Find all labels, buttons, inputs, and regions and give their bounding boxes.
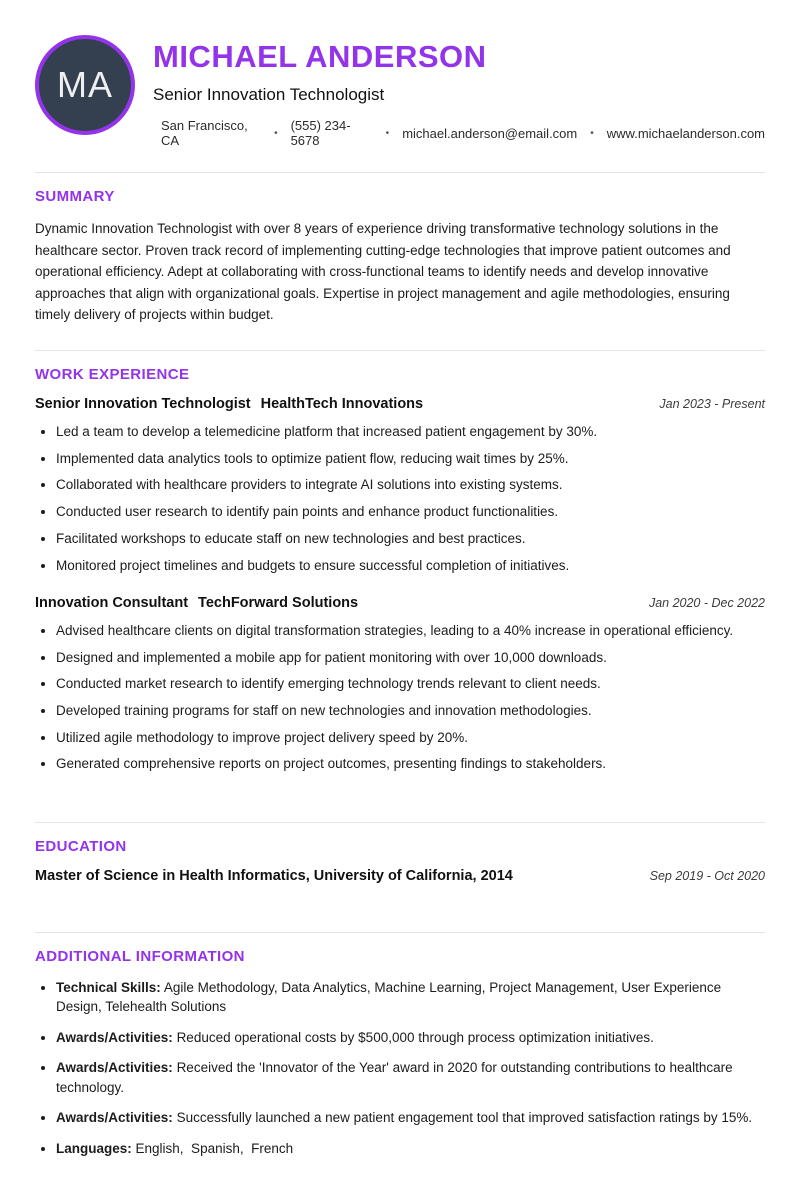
header-main xyxy=(153,35,765,148)
education-heading: EDUCATION xyxy=(35,837,127,855)
info-item-label: Awards/Activities: xyxy=(56,1029,173,1045)
education-degree: Master of Science in Health Informatics, University of California, 2014 xyxy=(35,867,513,884)
section-education xyxy=(35,822,765,884)
bullet-separator-icon: • xyxy=(274,127,278,139)
avatar-initials: MA xyxy=(57,64,113,105)
job-title-line xyxy=(35,396,423,412)
bullet-separator-icon: • xyxy=(590,127,594,139)
info-item-label: Languages: xyxy=(56,1140,132,1156)
candidate-title: Senior Innovation Technologist xyxy=(153,85,385,104)
job-company: TechForward Solutions xyxy=(198,594,359,611)
info-item-text: Received the 'Innovator of the Year' award in 2020 for outstanding contributions to healthcare technology. xyxy=(56,1060,737,1095)
bullet-item: • Advised healthcare clients on digital transformation strategies, leading to a 40% increase in operational efficiency. xyxy=(56,622,765,640)
job-title: Innovation Consultant xyxy=(35,594,189,611)
info-item-label: Awards/Activities: xyxy=(56,1110,173,1126)
info-item-text: Agile Methodology, Data Analytics, Machine Learning, Project Management, User Experience Design, Telehealth Solutions xyxy=(56,979,725,1015)
job-company: HealthTech Innovations xyxy=(260,395,424,412)
additional-heading: ADDITIONAL INFORMATION xyxy=(35,947,245,965)
info-item xyxy=(56,1108,765,1128)
summary-text: Dynamic Innovation Technologist with over 8 years of experience driving transformative technology solutions in the healthcare sector. Proven track record of implementing cutting-edge technologies that improve patient outcomes and operational efficiency. Adept at collaborating with cross-functional teams to identify needs and develop innovative approaches that align with organizational goals. Expertise in project management and agile methodologies, ensuring timely delivery of projects within budget. xyxy=(35,221,731,323)
section-summary xyxy=(35,172,765,326)
resume-header xyxy=(35,35,765,148)
job-entry xyxy=(35,396,765,575)
additional-info-list xyxy=(35,978,765,1159)
candidate-name: MICHAEL ANDERSON xyxy=(153,39,487,74)
job-title-line xyxy=(35,595,358,611)
bullet-item: • Collaborated with healthcare providers to integrate AI solutions into existing systems. xyxy=(56,476,765,494)
info-item-label: Technical Skills: xyxy=(56,979,161,995)
bullet-item: • Facilitated workshops to educate staff on new technologies and best practices. xyxy=(56,530,765,548)
job-bullet-list xyxy=(35,622,765,774)
education-row xyxy=(35,868,765,884)
bullet-item: • Conducted market research to identify emerging technology trends relevant to client needs. xyxy=(56,675,765,693)
job-entry xyxy=(35,595,765,774)
info-item xyxy=(56,1028,765,1048)
contact-line xyxy=(161,118,765,148)
bullet-item: • Generated comprehensive reports on project outcomes, presenting findings to stakeholders. xyxy=(56,755,765,773)
bullet-item: • Designed and implemented a mobile app for patient monitoring with over 10,000 downloads. xyxy=(56,649,765,667)
job-dates: Jan 2023 - Present xyxy=(659,396,765,411)
job-title: Senior Innovation Technologist xyxy=(35,395,251,412)
contact-email: michael.anderson@email.com xyxy=(402,125,578,141)
bullet-separator-icon: • xyxy=(385,127,390,139)
contact-website: www.michaelanderson.com xyxy=(606,125,765,141)
bullet-item: • Developed training programs for staff on new technologies and innovation methodologies. xyxy=(56,702,765,720)
info-item xyxy=(56,1139,765,1159)
summary-heading: SUMMARY xyxy=(35,188,115,205)
education-dates: Sep 2019 - Oct 2020 xyxy=(649,868,765,883)
bullet-item: • Utilized agile methodology to improve project delivery speed by 20%. xyxy=(56,729,765,747)
avatar xyxy=(35,35,135,135)
bullet-item: • Led a team to develop a telemedicine platform that increased patient engagement by 30%. xyxy=(56,423,765,441)
work-heading: WORK EXPERIENCE xyxy=(35,365,190,383)
info-item-text: English, Spanish, French xyxy=(135,1140,294,1156)
info-item xyxy=(56,978,765,1017)
info-item-label: Awards/Activities: xyxy=(56,1060,173,1076)
bullet-item: • Monitored project timelines and budgets to ensure successful completion of initiatives. xyxy=(56,557,765,575)
section-additional-information xyxy=(35,932,765,1159)
info-item-text: Reduced operational costs by $500,000 through process optimization initiatives. xyxy=(176,1029,654,1045)
job-dates: Jan 2020 - Dec 2022 xyxy=(648,595,765,610)
contact-location: San Francisco, CA xyxy=(161,118,248,148)
contact-phone: (555) 234-5678 xyxy=(290,118,351,148)
bullet-item: • Implemented data analytics tools to optimize patient flow, reducing wait times by 25%. xyxy=(56,450,765,468)
section-work-experience xyxy=(35,350,765,774)
info-item-text: Successfully launched a new patient engagement tool that improved satisfaction ratings by 15%. xyxy=(176,1110,753,1126)
job-header-row xyxy=(35,595,765,611)
job-bullet-list xyxy=(35,423,765,575)
job-header-row xyxy=(35,396,765,412)
bullet-item: • Conducted user research to identify pain points and enhance product functionalities. xyxy=(56,503,765,521)
info-item xyxy=(56,1058,765,1097)
